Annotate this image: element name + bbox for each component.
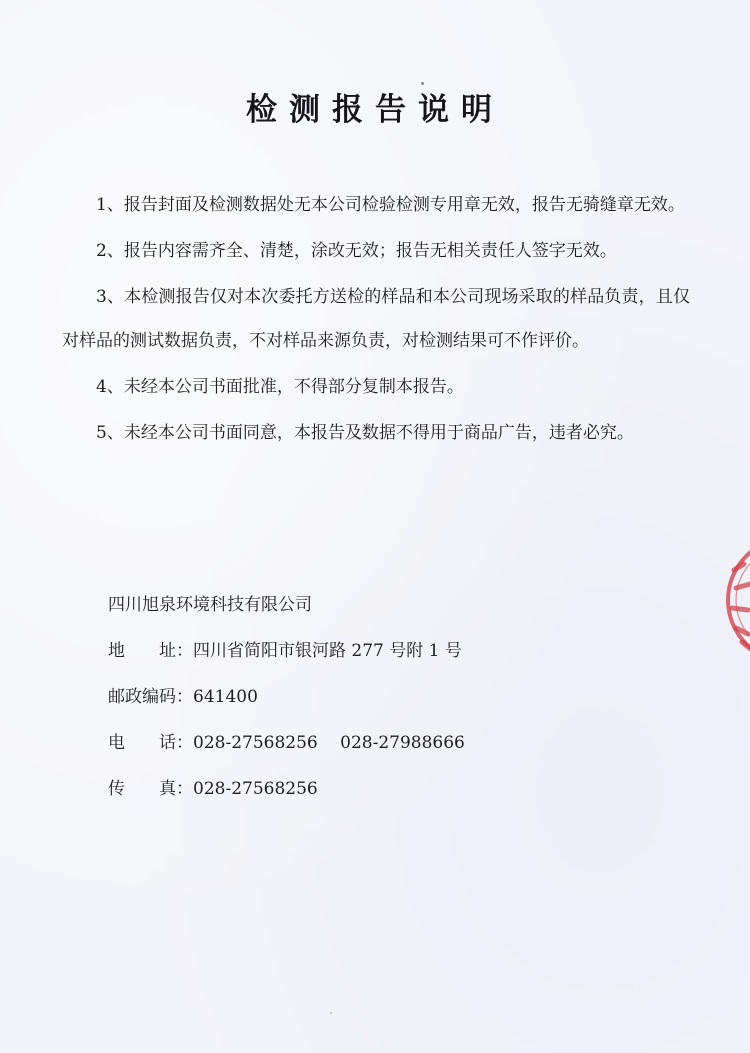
contact-block — [108, 594, 668, 824]
address-value: 四川省简阳市银河路 277 号附 1 号 — [193, 641, 462, 661]
address-row — [108, 640, 668, 662]
clause-list — [62, 183, 690, 457]
fax-row — [108, 778, 668, 800]
postcode-label: 邮政编码： — [108, 687, 193, 707]
seal-stamp-icon — [712, 530, 750, 680]
clause-4: 4、未经本公司书面批准，不得部分复制本报告。 — [96, 377, 464, 397]
company-name: 四川旭泉环境科技有限公司 — [108, 595, 312, 615]
phone-label: 电 话： — [108, 733, 193, 753]
clause-1: 1、报告封面及检测数据处无本公司检验检测专用章无效，报告无骑缝章无效。 — [96, 195, 685, 215]
clause-2: 2、报告内容需齐全、清楚，涂改无效；报告无相关责任人签字无效。 — [96, 241, 617, 261]
page-title: 检测报告说明 — [246, 92, 504, 128]
fax-label: 传 真： — [108, 779, 193, 799]
paper-speck — [330, 1012, 332, 1014]
address-label: 地 址： — [108, 641, 193, 661]
clause-3: 3、本检测报告仅对本次委托方送检的样品和本公司现场采取的样品负责，且仅对样品的测试数据负责，不对样品来源负责，对检测结果可不作评价。 — [62, 287, 690, 351]
paper-speck — [421, 82, 424, 85]
phone-value-2: 028-27988666 — [340, 733, 465, 753]
phone-value-1: 028-27568256 — [193, 733, 318, 753]
phone-row — [108, 732, 668, 754]
clause-5: 5、未经本公司书面同意，本报告及数据不得用于商品广告，违者必究。 — [96, 423, 634, 443]
postcode-row — [108, 686, 668, 708]
fax-value: 028-27568256 — [193, 779, 318, 799]
postcode-value: 641400 — [193, 687, 258, 707]
